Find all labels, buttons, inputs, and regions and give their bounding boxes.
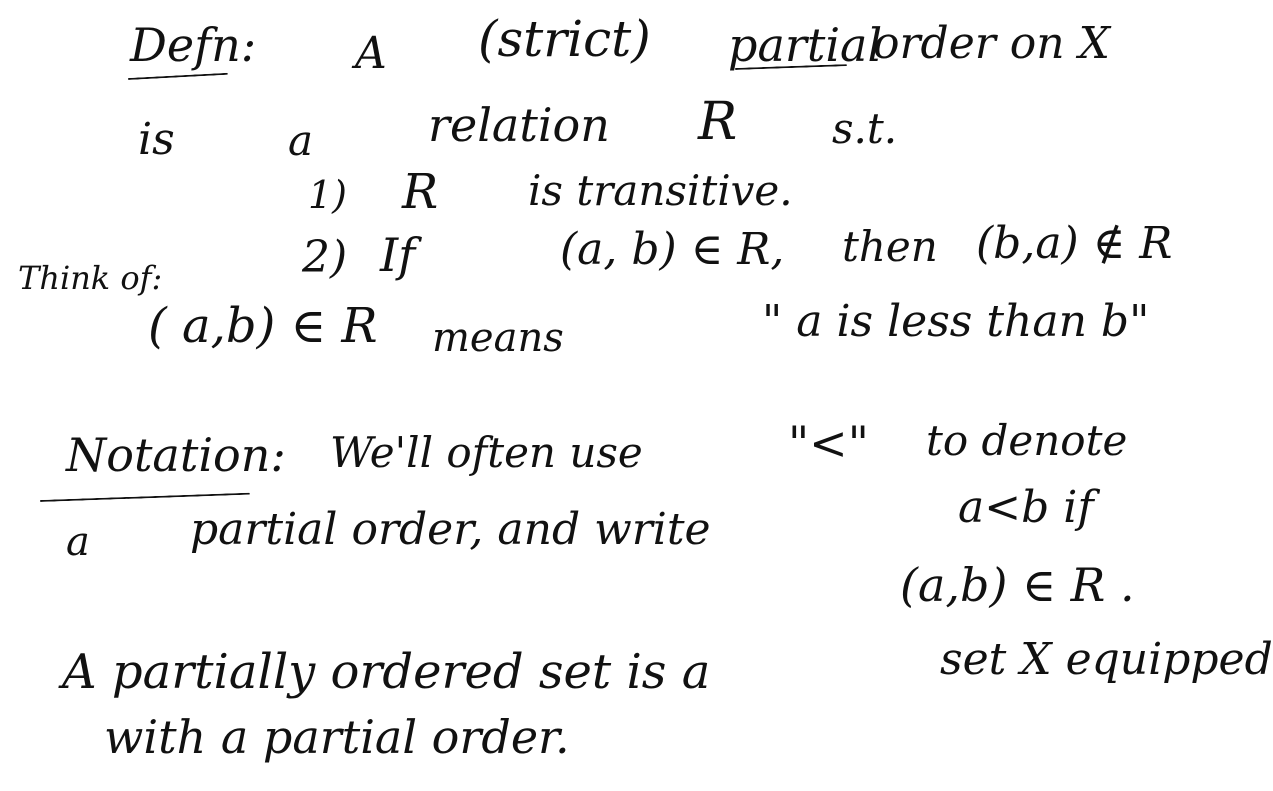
poset-line2-text: with a partial order. xyxy=(104,710,570,764)
condition2-then: then xyxy=(842,222,938,271)
definition-is: is xyxy=(138,114,175,165)
definition-underline xyxy=(128,73,228,80)
notation-symbol: "<" xyxy=(788,416,869,470)
notation-text: We'll often use xyxy=(330,428,643,477)
condition2-pair: (a, b) ∈ R, xyxy=(560,224,785,275)
condition2-if: If xyxy=(380,228,416,282)
notation-line2-a: a xyxy=(66,519,90,565)
condition2-number: 2) xyxy=(302,232,348,283)
definition-strict: (strict) xyxy=(478,10,651,68)
think-of-label: Think of: xyxy=(18,259,163,297)
notation-rest: to denote xyxy=(926,416,1128,465)
condition1-rest: is transitive. xyxy=(528,166,793,215)
think-of-means: means xyxy=(432,315,564,361)
condition1-number: 1) xyxy=(308,173,348,217)
definition-relation: relation xyxy=(428,98,610,152)
condition1-R: R xyxy=(402,164,439,220)
think-of-pair: ( a,b) ∈ R xyxy=(148,298,378,354)
notation-label: Notation: xyxy=(66,428,286,482)
definition-a: a xyxy=(288,116,314,165)
definition-article: A xyxy=(355,28,387,79)
definition-term: partial xyxy=(728,18,883,72)
poset-line1-text: A partially ordered set is a xyxy=(62,644,711,700)
definition-st: s.t. xyxy=(832,104,898,153)
notation-line3-expr: (a,b) ∈ R . xyxy=(900,558,1135,612)
notation-line2-expr: a<b if xyxy=(958,482,1094,533)
condition2-result: (b,a) ∉ R xyxy=(976,218,1173,269)
think-of-quote: " a is less than b" xyxy=(762,296,1150,347)
definition-rest: order on X xyxy=(873,18,1110,69)
definition-R: R xyxy=(698,92,738,152)
definition-label: Defn: xyxy=(130,18,257,72)
poset-line1-rest: set X equipped xyxy=(940,634,1273,685)
notation-line2-text: partial order, and write xyxy=(190,504,711,555)
notation-underline xyxy=(40,493,250,502)
